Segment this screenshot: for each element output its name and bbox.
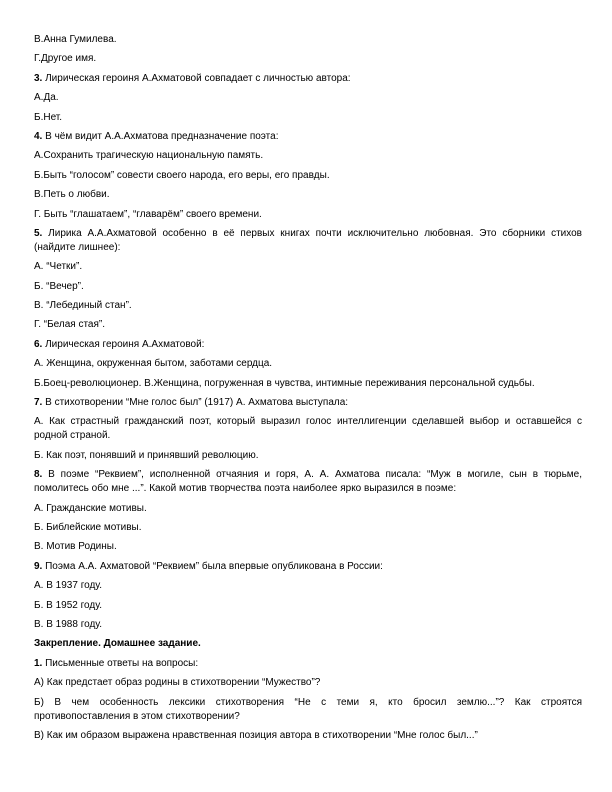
homework-question (34, 676, 582, 690)
answer-option (34, 357, 582, 371)
answer-text: Б. Библейские мотивы. (34, 521, 142, 533)
question-text: Лирика А.А.Ахматовой особенно в её первых книгах почти исключительно любовная. Это сборники стихов (42, 227, 582, 239)
question-text: В стихотворении “Мне голос был” (1917) А. Ахматова выступала: (42, 397, 349, 409)
homework-number: 1. (34, 657, 43, 669)
question-text: Поэма А.А. Ахматовой “Реквием” была впервые опубликована в России: (42, 560, 383, 572)
homework-question-text: Б) В чем особенность лексики стихотворения “Не с теми я, кто бросил землю...”? Как строятся (34, 696, 582, 708)
question-number: 6. (34, 338, 43, 350)
answer-option (34, 33, 582, 47)
answer-text: А.Сохранить трагическую национальную память. (34, 150, 264, 162)
question-9 (34, 560, 582, 574)
question-text: В поэме “Реквием”, исполненной отчаяния и горя, А. А. Ахматова писала: “Муж в могиле, сын в тюрьме, (42, 469, 582, 481)
answer-option (34, 377, 582, 391)
answer-option (34, 599, 582, 613)
answer-option (34, 169, 582, 183)
answer-option (34, 52, 582, 66)
question-number: 3. (34, 72, 43, 84)
homework-item-1 (34, 657, 582, 671)
question-number: 5. (34, 227, 43, 239)
answer-text: А. В 1937 году. (34, 580, 103, 592)
answer-text: Б. Как поэт, понявший и принявший революцию. (34, 449, 259, 461)
homework-text: Письменные ответы на вопросы: (42, 657, 199, 669)
answer-text: Б. “Вечер”. (34, 280, 84, 292)
question-number: 4. (34, 130, 43, 142)
question-5 (34, 227, 582, 255)
answer-text: А. Как страстный гражданский поэт, который выразил голос интеллигенции сделавшей выбор и оставшейся с (34, 416, 582, 428)
answer-option (34, 111, 582, 125)
section-heading (34, 637, 582, 651)
homework-question-text-continued: противопоставления в этом стихотворении? (34, 710, 240, 722)
answer-option (34, 299, 582, 313)
answer-text: А. “Четки”. (34, 261, 83, 273)
question-text-continued: (найдите лишнее): (34, 241, 121, 253)
question-text-continued: помолитесь обо мне ...”. Какой мотив творчества поэта наиболее ярко выразился в поэме: (34, 483, 457, 495)
answer-text: Б.Нет. (34, 111, 63, 123)
answer-option (34, 502, 582, 516)
question-number: 9. (34, 560, 43, 572)
question-4 (34, 130, 582, 144)
answer-text: Б. В 1952 году. (34, 599, 102, 611)
answer-option (34, 415, 582, 443)
answer-option (34, 149, 582, 163)
answer-text: В. В 1988 году. (34, 618, 103, 630)
answer-text-continued: родной страной. (34, 430, 111, 442)
answer-text: В.Анна Гумилева. (34, 34, 117, 45)
answer-option (34, 280, 582, 294)
answer-text: Г. Быть “глашатаем”, “главарём” своего времени. (34, 208, 262, 220)
answer-option (34, 521, 582, 535)
question-number: 8. (34, 469, 43, 481)
homework-question-text: А) Как предстает образ родины в стихотворении “Мужество”? (34, 677, 321, 689)
answer-option (34, 91, 582, 105)
answer-option (34, 318, 582, 332)
answer-option (34, 540, 582, 554)
question-3 (34, 72, 582, 86)
homework-question-text: В) Как им образом выражена нравственная позиция автора в стихотворении “Мне голос был...” (34, 729, 478, 741)
homework-question (34, 729, 582, 743)
answer-text: В. “Лебединый стан”. (34, 300, 132, 312)
question-7 (34, 396, 582, 410)
question-6 (34, 338, 582, 352)
question-8 (34, 468, 582, 496)
answer-text: А. Гражданские мотивы. (34, 502, 147, 514)
answer-text: Г. “Белая стая”. (34, 319, 106, 331)
answer-text: В. Мотив Родины. (34, 541, 117, 553)
answer-option (34, 449, 582, 463)
answer-text: Б.Быть “голосом” совести своего народа, его веры, его правды. (34, 169, 330, 181)
answer-option (34, 208, 582, 222)
answer-option (34, 188, 582, 202)
section-heading-text: Закрепление. Домашнее задание. (34, 638, 201, 650)
answer-text: А. Женщина, окруженная бытом, заботами сердца. (34, 358, 273, 370)
homework-question (34, 696, 582, 724)
answer-option (34, 579, 582, 593)
answer-text: В.Петь о любви. (34, 189, 110, 201)
question-text: В чём видит А.А.Ахматова предназначение поэта: (42, 130, 279, 142)
question-text: Лирическая героиня А.Ахматовой совпадает с личностью автора: (42, 72, 351, 84)
answer-option (34, 260, 582, 274)
question-number: 7. (34, 397, 43, 409)
answer-option (34, 618, 582, 632)
answer-text: Б.Боец-революционер. В.Женщина, погруженная в чувства, интимные переживания персональной судьбы. (34, 377, 535, 389)
answer-text: Г.Другое имя. (34, 53, 97, 65)
answer-text: А.Да. (34, 92, 59, 104)
question-text: Лирическая героиня А.Ахматовой: (42, 338, 205, 350)
document-body (34, 33, 582, 748)
